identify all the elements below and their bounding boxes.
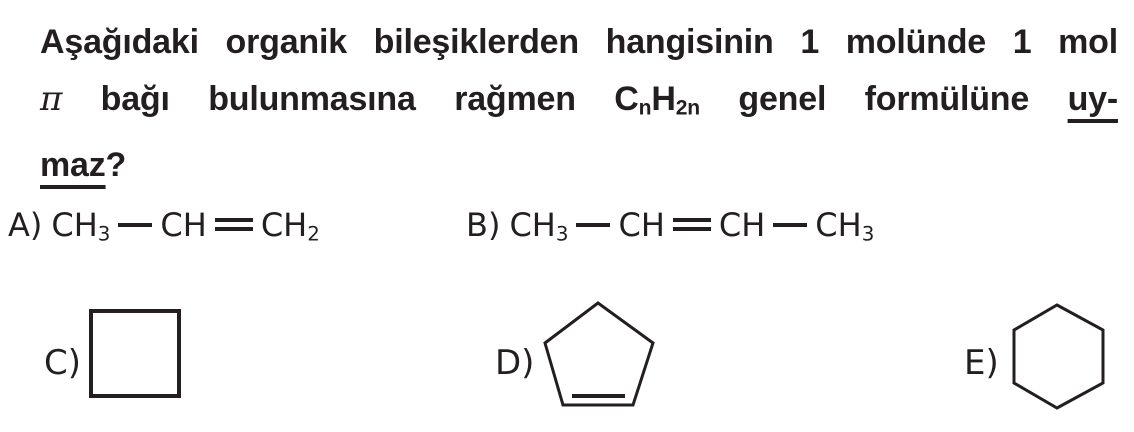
question-line-2 bbox=[40, 71, 1118, 137]
single-bond bbox=[118, 223, 152, 227]
text-segment: CH bbox=[160, 206, 207, 244]
text-segment: genel formülüne bbox=[699, 80, 1068, 118]
question-line-1 bbox=[40, 14, 1118, 71]
option-b-formula bbox=[509, 206, 874, 244]
subscript: 3 bbox=[861, 222, 875, 246]
subscript: 2n bbox=[675, 96, 700, 120]
double-bond bbox=[673, 218, 711, 231]
text-segment: CH bbox=[260, 206, 308, 244]
option-a-label: A) bbox=[8, 206, 43, 244]
option-a[interactable] bbox=[8, 206, 320, 246]
text-segment: ? bbox=[105, 145, 127, 184]
option-b[interactable] bbox=[466, 206, 874, 246]
text-segment: uy- bbox=[1067, 80, 1118, 118]
cyclopentene-ring bbox=[540, 298, 658, 410]
text-segment: bağı bulunmasına rağmen bbox=[62, 80, 615, 118]
text-segment: CH bbox=[618, 206, 665, 244]
option-e-label[interactable]: E) bbox=[964, 343, 999, 383]
option-a-formula bbox=[51, 206, 319, 244]
text-segment: CH bbox=[718, 206, 766, 244]
option-d-label[interactable]: D) bbox=[495, 343, 535, 383]
subscript: 2 bbox=[307, 222, 320, 246]
text-segment: maz bbox=[40, 145, 106, 184]
text-segment: CH bbox=[509, 206, 556, 244]
cyclohexane-ring bbox=[1012, 302, 1105, 410]
subscript: n bbox=[638, 96, 652, 120]
single-bond bbox=[773, 223, 807, 227]
question-line-3 bbox=[40, 137, 1118, 194]
text-segment: CH bbox=[815, 206, 862, 244]
subscript: 3 bbox=[97, 222, 111, 246]
option-b-label: B) bbox=[466, 206, 501, 244]
text-segment: H bbox=[651, 80, 676, 118]
double-bond bbox=[215, 218, 253, 231]
text-segment: π bbox=[40, 79, 63, 119]
text-segment: C bbox=[614, 80, 639, 118]
single-bond bbox=[576, 223, 610, 227]
subscript: 3 bbox=[555, 222, 569, 246]
option-c-label[interactable]: C) bbox=[44, 343, 82, 383]
cyclobutane-ring bbox=[89, 309, 181, 398]
text-segment: CH bbox=[51, 206, 98, 244]
question-text bbox=[40, 14, 1118, 194]
text-segment: Aşağıdaki organik bileşiklerden hangisinin 1 molünde 1 mol bbox=[40, 23, 1118, 61]
